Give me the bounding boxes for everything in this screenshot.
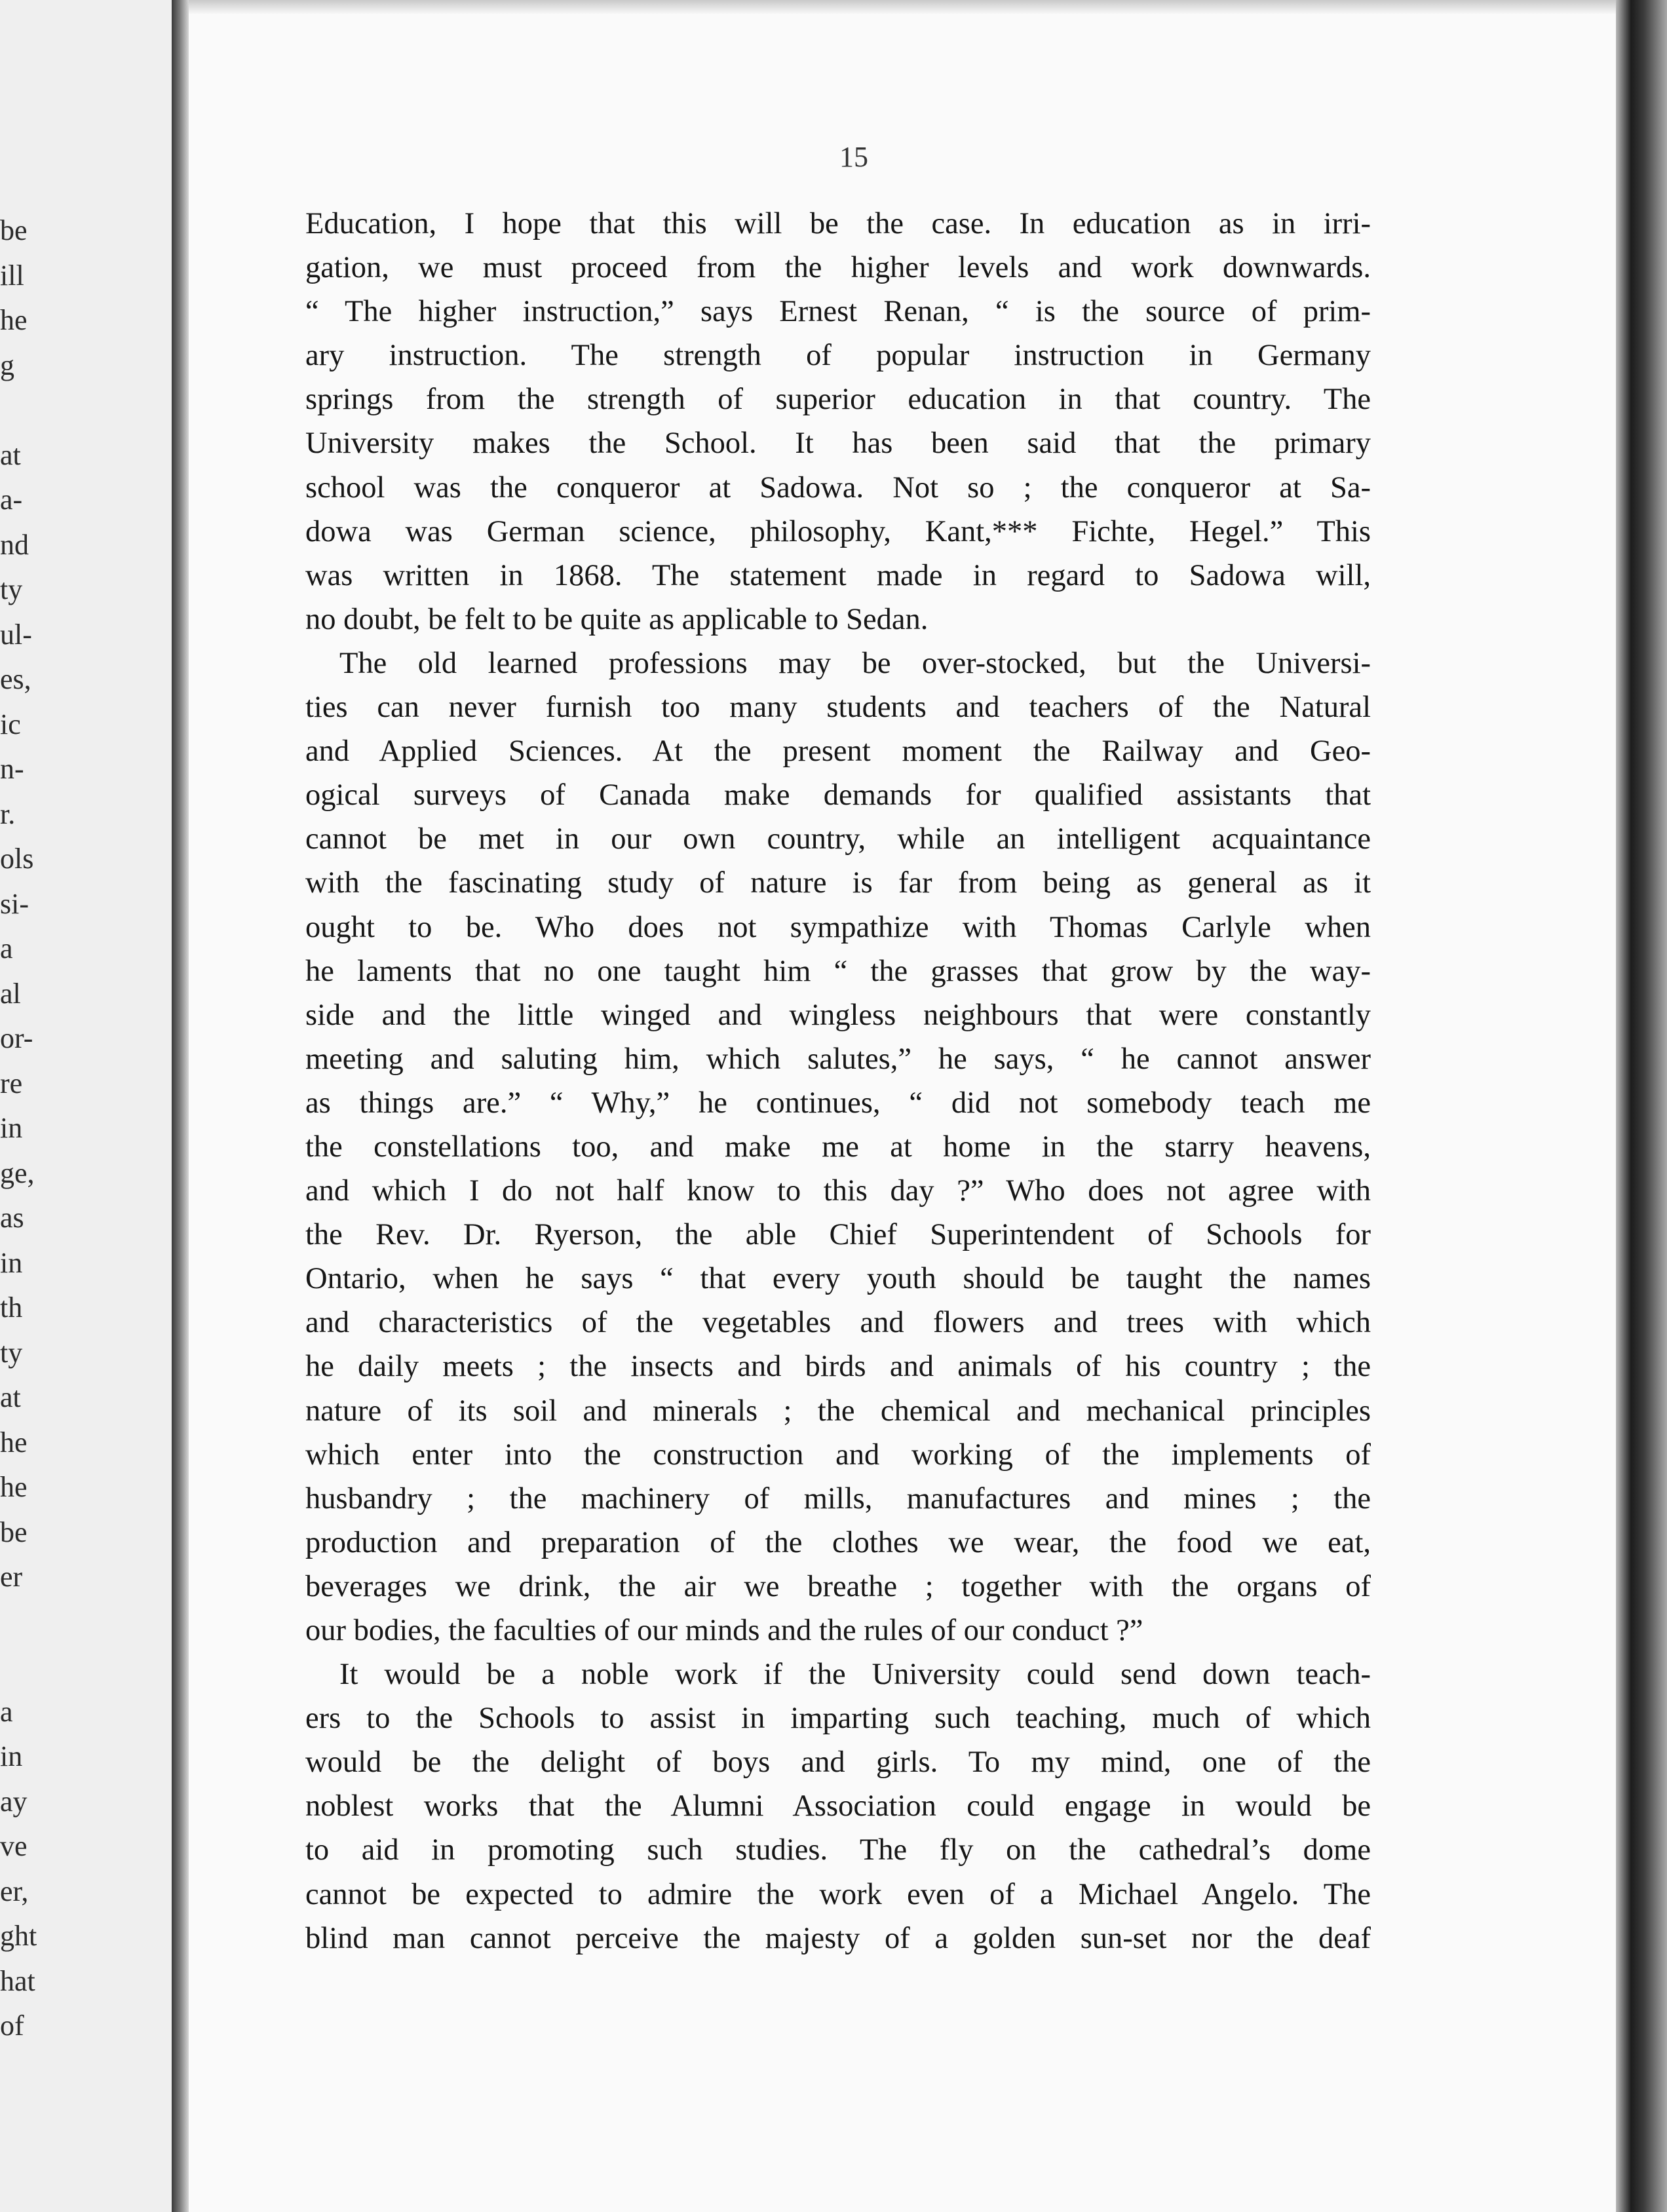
- margin-fragment: in: [0, 1246, 23, 1279]
- margin-fragment: [0, 1645, 66, 1690]
- text-line: University makes the School. It has been said that the primary: [305, 427, 1371, 461]
- margin-fragment: or-: [0, 1022, 33, 1054]
- text-line: school was the conqueror at Sadowa. Not so ; the conqueror at Sa-: [305, 470, 1371, 505]
- margin-fragment: he: [0, 304, 28, 336]
- margin-fragment: ay: [0, 1785, 28, 1818]
- text-line: and which I do not half know to this day ?” Who does not agree with: [305, 1174, 1371, 1208]
- text-line: would be the delight of boys and girls. To my mind, one of the: [305, 1745, 1371, 1780]
- text-line: ers to the Schools to assist in imparting such teaching, much of which: [305, 1702, 1371, 1736]
- margin-fragment: re: [0, 1067, 23, 1099]
- text-line: Ontario, when he says “ that every youth should be taught the names: [305, 1262, 1371, 1296]
- margin-fragment: ic: [0, 708, 21, 740]
- margin-fragment: r.: [0, 797, 16, 830]
- margin-fragment: ve: [0, 1830, 28, 1862]
- margin-fragment: in: [0, 1112, 23, 1144]
- margin-fragment: [0, 388, 66, 433]
- margin-fragment: er,: [0, 1875, 29, 1907]
- margin-fragment: as: [0, 1202, 24, 1234]
- text-line: he laments that no one taught him “ the grasses that grow by the way-: [305, 954, 1371, 988]
- text-line: side and the little winged and wingless neighbours that were constantly: [305, 998, 1371, 1032]
- text-line: nature of its soil and minerals ; the chemical and mechanical principles: [305, 1394, 1371, 1428]
- margin-fragment: ul-: [0, 618, 32, 651]
- margin-fragment: a-: [0, 484, 23, 516]
- margin-fragment: hat: [0, 1964, 35, 1997]
- margin-fragment: a: [0, 1695, 13, 1728]
- text-line: “ The higher instruction,” says Ernest Renan, “ is the source of prim-: [305, 295, 1371, 329]
- text-line: It would be a noble work if the University could send down teach-: [339, 1658, 1371, 1692]
- binding-gutter-shadow: [172, 0, 189, 2212]
- paragraph: [305, 641, 1371, 1652]
- text-line: meeting and saluting him, which salutes,” he says, “ he cannot answer: [305, 1042, 1371, 1076]
- margin-fragment: ill: [0, 259, 24, 292]
- page-number: 15: [839, 141, 868, 173]
- facing-page-margin: [0, 0, 172, 2212]
- text-line: ties can never furnish too many students and teachers of the Natural: [305, 691, 1371, 725]
- margin-fragment: be: [0, 1516, 28, 1548]
- text-line: our bodies, the faculties of our minds and the rules of our conduct ?”: [305, 1614, 1143, 1647]
- text-line: and Applied Sciences. At the present moment the Railway and Geo-: [305, 734, 1371, 769]
- text-line: husbandry ; the machinery of mills, manufactures and mines ; the: [305, 1481, 1371, 1516]
- margin-fragment: es,: [0, 663, 31, 695]
- margin-fragment: a: [0, 932, 13, 964]
- page-right-edge: [1616, 0, 1667, 2212]
- margin-fragment: ge,: [0, 1156, 35, 1189]
- text-line: blind man cannot perceive the majesty of a golden sun-set nor the deaf: [305, 1921, 1371, 1955]
- text-line: no doubt, be felt to be quite as applicable to Sedan.: [305, 602, 929, 636]
- body-text: [305, 202, 1371, 1960]
- text-line: gation, we must proceed from the higher levels and work downwards.: [305, 251, 1371, 285]
- margin-fragment: he: [0, 1471, 28, 1503]
- text-line: was written in 1868. The statement made in regard to Sadowa will,: [305, 558, 1371, 592]
- margin-fragment: ols: [0, 843, 34, 875]
- text-line: beverages we drink, the air we breathe ; together with the organs of: [305, 1569, 1371, 1603]
- text-line: cannot be met in our own country, while an intelligent acquaintance: [305, 822, 1371, 856]
- text-line: and characteristics of the vegetables and flowers and trees with which: [305, 1306, 1371, 1340]
- paragraph: [305, 202, 1371, 641]
- text-line: The old learned professions may be over-stocked, but the Universi-: [339, 646, 1371, 680]
- text-line: noblest works that the Alumni Association could engage in would be: [305, 1789, 1371, 1823]
- text-line: springs from the strength of superior education in that country. The: [305, 383, 1371, 417]
- margin-fragment: at: [0, 438, 21, 471]
- facing-page-text-fragments: [0, 208, 66, 2049]
- text-line: cannot be expected to admire the work even of a Michael Angelo. The: [305, 1877, 1371, 1911]
- margin-fragment: ty: [0, 573, 23, 605]
- text-line: to aid in promoting such studies. The fly on the cathedral’s dome: [305, 1833, 1371, 1867]
- text-line: Education, I hope that this will be the case. In education as in irri-: [305, 207, 1371, 240]
- margin-fragment: g: [0, 349, 14, 381]
- margin-fragment: er: [0, 1561, 23, 1593]
- margin-fragment: ty: [0, 1336, 23, 1369]
- margin-fragment: si-: [0, 887, 29, 920]
- text-line: production and preparation of the clothes we wear, the food we eat,: [305, 1525, 1371, 1559]
- margin-fragment: he: [0, 1426, 28, 1459]
- paragraph: [305, 1652, 1371, 1960]
- text-line: the constellations too, and make me at home in the starry heavens,: [305, 1130, 1371, 1164]
- margin-fragment: n-: [0, 753, 24, 785]
- text-line: which enter into the construction and working of the implements of: [305, 1438, 1371, 1472]
- margin-fragment: nd: [0, 528, 29, 561]
- margin-fragment: at: [0, 1381, 21, 1413]
- text-line: the Rev. Dr. Ryerson, the able Chief Superintendent of Schools for: [305, 1218, 1371, 1252]
- page-top-edge: [189, 0, 1616, 14]
- text-line: he daily meets ; the insects and birds and animals of his country ; the: [305, 1350, 1371, 1384]
- margin-fragment: ght: [0, 1920, 37, 1952]
- margin-fragment: [0, 1600, 66, 1645]
- margin-fragment: in: [0, 1740, 23, 1772]
- margin-fragment: be: [0, 214, 28, 246]
- text-line: as things are.” “ Why,” he continues, “ did not somebody teach me: [305, 1086, 1371, 1120]
- text-line: ary instruction. The strength of popular instruction in Germany: [305, 339, 1371, 373]
- margin-fragment: th: [0, 1291, 23, 1324]
- text-line: dowa was German science, philosophy, Kant,*** Fichte, Hegel.” This: [305, 514, 1371, 548]
- margin-fragment: al: [0, 977, 21, 1010]
- text-line: ogical surveys of Canada make demands for qualified assistants that: [305, 778, 1371, 812]
- margin-fragment: of: [0, 2010, 24, 2042]
- text-line: with the fascinating study of nature is far from being as general as it: [305, 866, 1371, 900]
- text-line: ought to be. Who does not sympathize with Thomas Carlyle when: [305, 910, 1371, 944]
